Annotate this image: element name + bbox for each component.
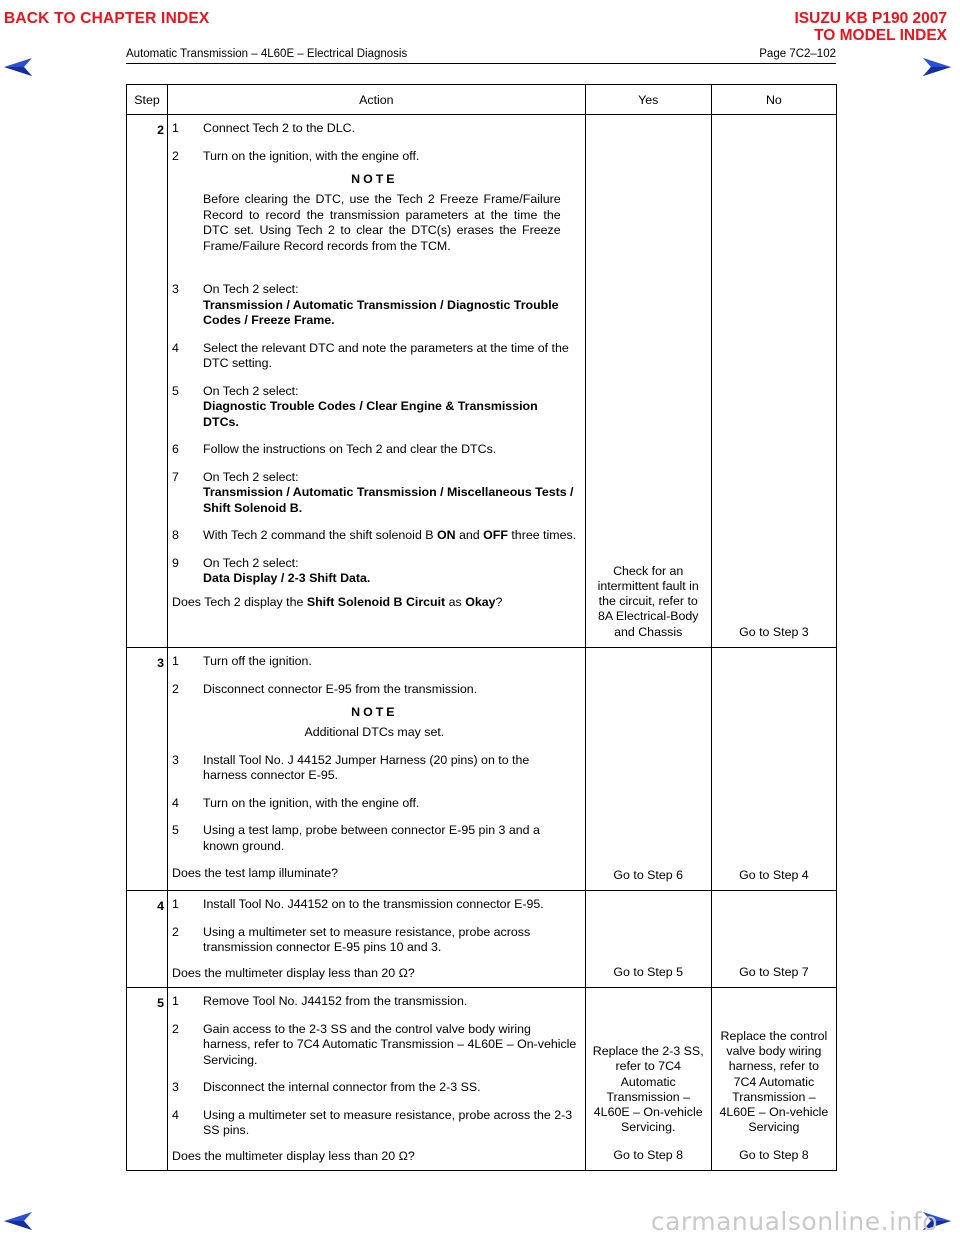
item-number: 3 [172,1080,179,1094]
page-header-title: Automatic Transmission – 4L60E – Electrical Diagnosis [126,48,408,60]
watermark: carmanualsonline.info [650,1207,938,1236]
item-text: Turn on the ignition, with the engine off. [203,148,420,163]
list-item [172,384,577,431]
item-text: Using a test lamp, probe between connector E-95 pin 3 and a known ground. [203,823,540,853]
prev-page-arrow-icon[interactable] [4,58,32,76]
item-text: Remove Tool No. J44152 from the transmission. [203,994,468,1008]
question-text: Does Tech 2 display the [172,594,307,609]
yes-text: Check for an intermittent fault in the circuit, refer to 8A Electrical-Body and Chassis [597,563,699,639]
step-number: 4 [127,891,168,988]
question-bold: Okay [465,594,496,609]
item-number: 5 [172,383,179,398]
no-result: Go to Step 3 [711,115,836,648]
next-page-arrow-icon[interactable] [923,58,951,76]
item-text: Follow the instructions on Tech 2 and clear the DTCs. [203,442,497,457]
item-text: Install Tool No. J 44152 Jumper Harness (20 pins) on to the harness connector E-95. [203,752,530,782]
list-item [172,823,577,854]
menu-path: Diagnostic Trouble Codes / Clear Engine & Transmission DTCs. [203,399,538,429]
page-number: Page 7C2–102 [759,48,836,60]
item-number: 1 [172,994,179,1008]
table-row [127,115,837,648]
no-result: Go to Step 4 [711,648,836,891]
item-text: On Tech 2 select: [203,555,299,570]
item-text: Select the relevant DTC and note the parameters at the time of the DTC setting. [203,340,569,371]
yes-result [585,115,711,648]
list-item [172,897,577,913]
list-item [172,442,577,458]
note-text: Before clearing the DTC, use the Tech 2 Freeze Frame/Failure Record to record the transmission parameters at the time the DTC set. Using Tech 2 to clear the DTC(s) erases the Freeze Frame/Failure Record records from the TCM. [203,192,561,253]
question-text: as [445,594,466,609]
step-question: Does the multimeter display less than 20 Ω? [172,1148,415,1163]
action-cell [168,115,586,648]
no-goto: Go to Step 8 [739,1147,809,1162]
manual-title: ISUZU KB P190 2007 [794,10,947,27]
on-keyword: ON [436,528,456,543]
yes-detail: Replace the 2-3 SS, refer to 7C4 Automatic Transmission – 4L60E – On-vehicle Servicing. [592,1043,704,1135]
item-number: 9 [172,555,179,570]
item-number: 2 [172,924,179,939]
list-item [172,149,577,165]
prev-page-arrow-icon[interactable] [4,1212,32,1230]
action-cell [168,891,586,988]
menu-path: Transmission / Automatic Transmission / Miscellaneous Tests / Shift Solenoid B. [203,485,574,515]
item-text: On Tech 2 select: [203,469,299,484]
note-text: Additional DTCs may set. [304,725,445,739]
menu-path: Data Display / 2-3 Shift Data. [203,571,371,586]
item-text: Turn on the ignition, with the engine off. [203,795,420,810]
item-number: 2 [172,1021,179,1036]
header-step: Step [127,85,168,115]
item-text: Disconnect the internal connector from the 2-3 SS. [203,1080,481,1094]
yes-result [585,988,711,1171]
item-text: On Tech 2 select: [203,282,299,297]
list-item [172,282,577,329]
to-model-index-link[interactable]: TO MODEL INDEX [814,27,947,44]
list-item [172,556,577,587]
item-number: 4 [172,795,179,810]
note-heading: NOTE [351,705,398,719]
item-number: 2 [172,148,179,163]
item-number: 1 [172,654,179,668]
item-text: Connect Tech 2 to the DLC. [203,121,356,135]
yes-goto: Go to Step 8 [613,1147,683,1162]
diagnostic-table [126,84,837,1171]
table-row [127,988,837,1171]
question-text: ? [495,594,503,609]
list-item [172,528,577,544]
list-item [172,1080,577,1096]
no-detail: Replace the control valve body wiring harness, refer to 7C4 Automatic Transmission – 4L60E – On-vehicle Servicing [719,1028,829,1135]
yes-result: Go to Step 6 [585,648,711,891]
header-rule [126,63,836,64]
item-text: and [455,528,484,543]
table-row [127,891,837,988]
step-number: 3 [127,648,168,891]
step-question [172,595,577,611]
item-number: 6 [172,442,179,457]
item-number: 4 [172,340,179,355]
item-number: 2 [172,681,179,696]
list-item [172,994,577,1010]
action-cell [168,648,586,891]
yes-result: Go to Step 5 [585,891,711,988]
header-yes: Yes [585,85,711,115]
item-text: Turn off the ignition. [203,654,312,668]
no-result [711,988,836,1171]
item-text: On Tech 2 select: [203,383,299,398]
item-text: Disconnect connector E-95 from the transmission. [203,681,478,696]
list-item [172,925,577,956]
item-number: 3 [172,752,179,767]
list-item [172,796,577,812]
table-row [127,648,837,891]
model-index-block[interactable] [795,10,948,44]
list-item [172,682,577,698]
item-text: three times. [507,528,577,543]
step-number: 5 [127,988,168,1171]
item-text: Using a multimeter set to measure resistance, probe across transmission connector E-95 pins 10 and 3. [203,924,531,954]
action-cell [168,988,586,1171]
step-question: Does the multimeter display less than 20 Ω? [172,965,415,980]
note-heading: NOTE [351,172,398,186]
off-keyword: OFF [483,528,508,543]
table-header-row [127,85,837,115]
back-to-chapter-index-link[interactable]: BACK TO CHAPTER INDEX [4,10,210,27]
no-result: Go to Step 7 [711,891,836,988]
item-text: Using a multimeter set to measure resistance, probe across the 2-3 SS pins. [203,1107,573,1137]
header-action: Action [168,85,586,115]
item-text: With Tech 2 command the shift solenoid B [203,528,437,543]
item-number: 1 [172,121,179,135]
list-item [172,1108,577,1139]
list-item [172,753,577,784]
step-question: Does the test lamp illuminate? [172,866,339,880]
list-item [172,654,577,670]
step-number: 2 [127,115,168,648]
header-no: No [711,85,836,115]
item-number: 5 [172,823,179,837]
list-item [172,1022,577,1069]
menu-path: Transmission / Automatic Transmission / Diagnostic Trouble Codes / Freeze Frame. [203,297,559,328]
list-item [172,121,577,137]
item-text: Install Tool No. J44152 on to the transmission connector E-95. [203,897,544,911]
list-item [172,341,577,372]
item-number: 1 [172,897,179,911]
item-text: Gain access to the 2-3 SS and the control valve body wiring harness, refer to 7C4 Automatic Transmission – 4L60E – On-vehicle Servicing. [203,1021,577,1067]
question-bold: Shift Solenoid B Circuit [306,594,446,609]
item-number: 4 [172,1107,179,1122]
item-number: 3 [172,282,179,297]
item-number: 7 [172,469,179,484]
item-number: 8 [172,528,179,543]
list-item [172,470,577,517]
